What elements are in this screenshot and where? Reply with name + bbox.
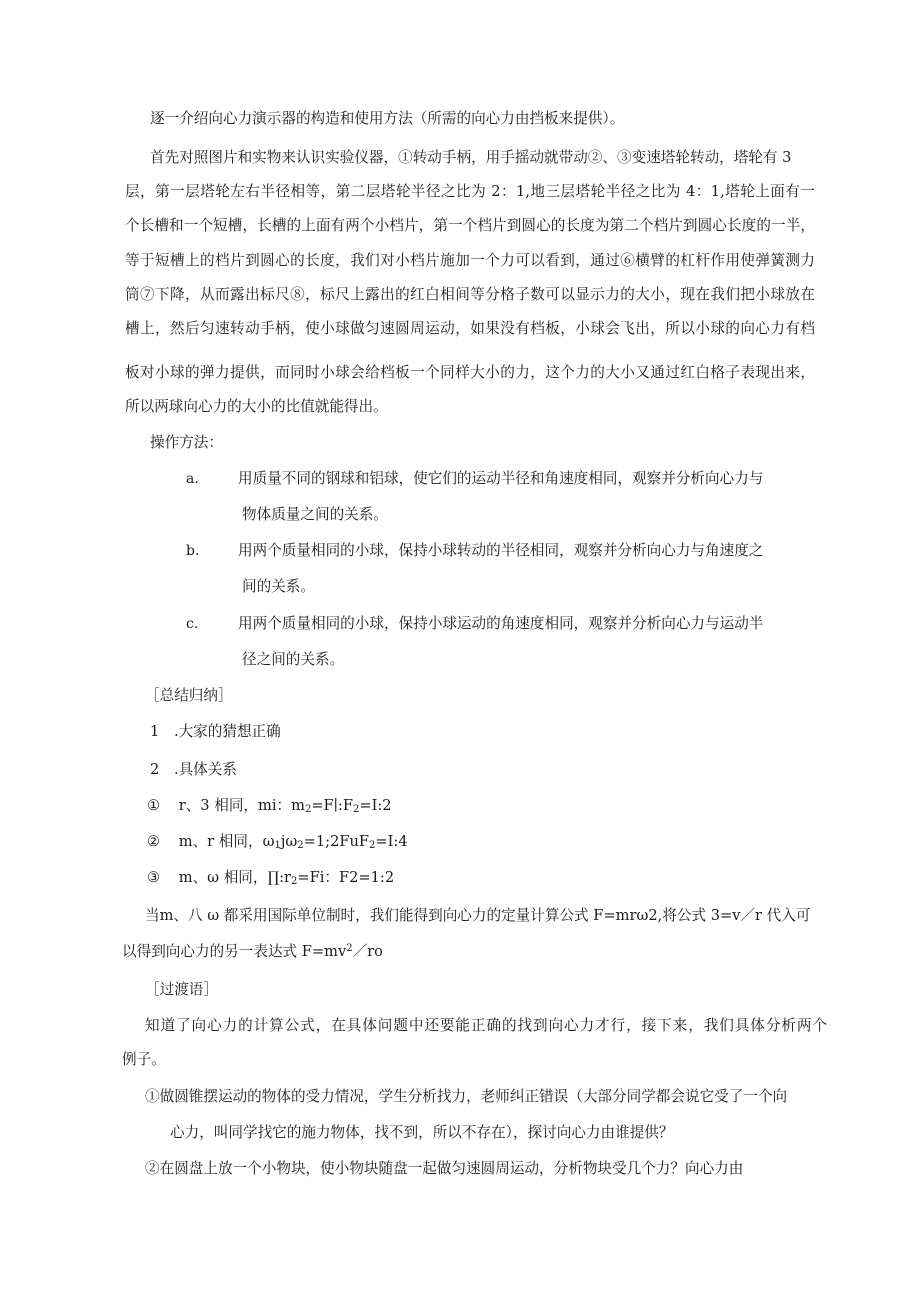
method-label: a.: [186, 471, 199, 487]
example-text: ①做圆锥摆运动的物体的受力情况，学生分析找力，老师纠正错误（大部分同学都会说它受了一个向: [145, 1088, 788, 1105]
relation-item: [147, 832, 408, 852]
relation-mark: ①: [147, 797, 161, 814]
relation-item: [147, 868, 394, 888]
method-text: 用质量不同的钢球和铝球，使它们的运动半径和角速度相同，观察并分析向心力与: [238, 470, 764, 487]
text-line: 首先对照图片和实物来认识实验仪器，①转动手柄，用手摇动就带动②、③变速塔轮转动，塔轮有 3: [150, 149, 792, 166]
transition-heading: ［过渡语］: [145, 981, 218, 998]
summary-item: [150, 722, 281, 742]
relation-text: r、3 相同，mi：$m_2=F∣:F_2=I:2$: [178, 797, 392, 815]
relation-text: m、ω 相同，$\prod:r_2=Fi$：F2=1:2: [178, 869, 395, 887]
summary-text: .大家的猜想正确: [173, 723, 281, 740]
text-line: 筒⑦下降，从而露出标尺⑧，标尺上露出的红白相间等分格子数可以显示力的大小，现在我们把小球放在: [125, 286, 815, 303]
method-label: b.: [186, 543, 200, 559]
method-text: 径之间的关系。: [242, 651, 345, 668]
text-line: 例子。: [122, 1051, 166, 1068]
method-label: c.: [186, 616, 199, 632]
summary-item: [150, 760, 237, 780]
method-text: 间的关系。: [242, 578, 315, 595]
text-line: 个长槽和一个短槽，长槽的上面有两个小档片，第一个档片到圆心的长度为第二个档片到圆心长度的一半，: [125, 217, 815, 234]
relation-text: m、r 相同，$\omega_1j\omega_2=1;2FuF_2=I:4$: [178, 833, 408, 851]
intro-line: 逐一介绍向心力演示器的构造和使用方法（所需的向心力由挡板来提供）。: [150, 110, 625, 127]
method-text: 用两个质量相同的小球，保持小球转动的半径相同，观察并分析向心力与角速度之: [238, 542, 764, 559]
example-text: 心力，叫同学找它的施力物体，找不到，所以不存在），探讨向心力由谁提供？: [170, 1124, 674, 1141]
example-text: ②在圆盘上放一个小物块，使小物块随盘一起做匀速圆周运动，分析物块受几个力？向心力由: [145, 1160, 744, 1177]
method-text: 物体质量之间的关系。: [242, 506, 388, 523]
text-line: 等于短槽上的档片到圆心的长度，我们对小档片施加一个力可以看到，通过⑥横臂的杠杆作用使弹簧测力: [125, 252, 815, 269]
relation-item: [147, 796, 392, 816]
formula-line: 以得到向心力的另一表达式 $F=mv^2/ro$: [122, 943, 383, 960]
text-line: 所以两球向心力的大小的比值就能得出。: [125, 398, 388, 415]
relation-mark: ②: [147, 833, 161, 850]
summary-text: .具体关系: [173, 761, 237, 778]
summary-number: 1: [150, 723, 160, 740]
text-line: 板对小球的弹力提供，而同时小球会给档板一个同样大小的力，这个力的大小又通过红白格子表现出来，: [125, 364, 815, 381]
method-text: 用两个质量相同的小球，保持小球运动的角速度相同，观察并分析向心力与运动半: [238, 615, 764, 632]
text-line: 知道了向心力的计算公式，在具体问题中还要能正确的找到向心力才行，接下来，我们具体分析两个: [145, 1017, 827, 1034]
method-heading: 操作方法：: [150, 434, 223, 451]
relation-mark: ③: [147, 869, 161, 886]
formula-line: 当m、八 ω 都采用国际单位制时，我们能得到向心力的定量计算公式 F=mrω2,将公式 3=v／r 代入可: [145, 907, 811, 924]
summary-heading: ［总结归纳］: [145, 687, 233, 704]
text-line: 层，第一层塔轮左右半径相等，第二层塔轮半径之比为 2：1,地三层塔轮半径之比为 4：1,塔轮上面有一: [125, 183, 815, 200]
summary-number: 2: [150, 761, 160, 778]
text-line: 槽上，然后匀速转动手柄，使小球做匀速圆周运动，如果没有档板，小球会飞出，所以小球的向心力有档: [125, 320, 815, 337]
